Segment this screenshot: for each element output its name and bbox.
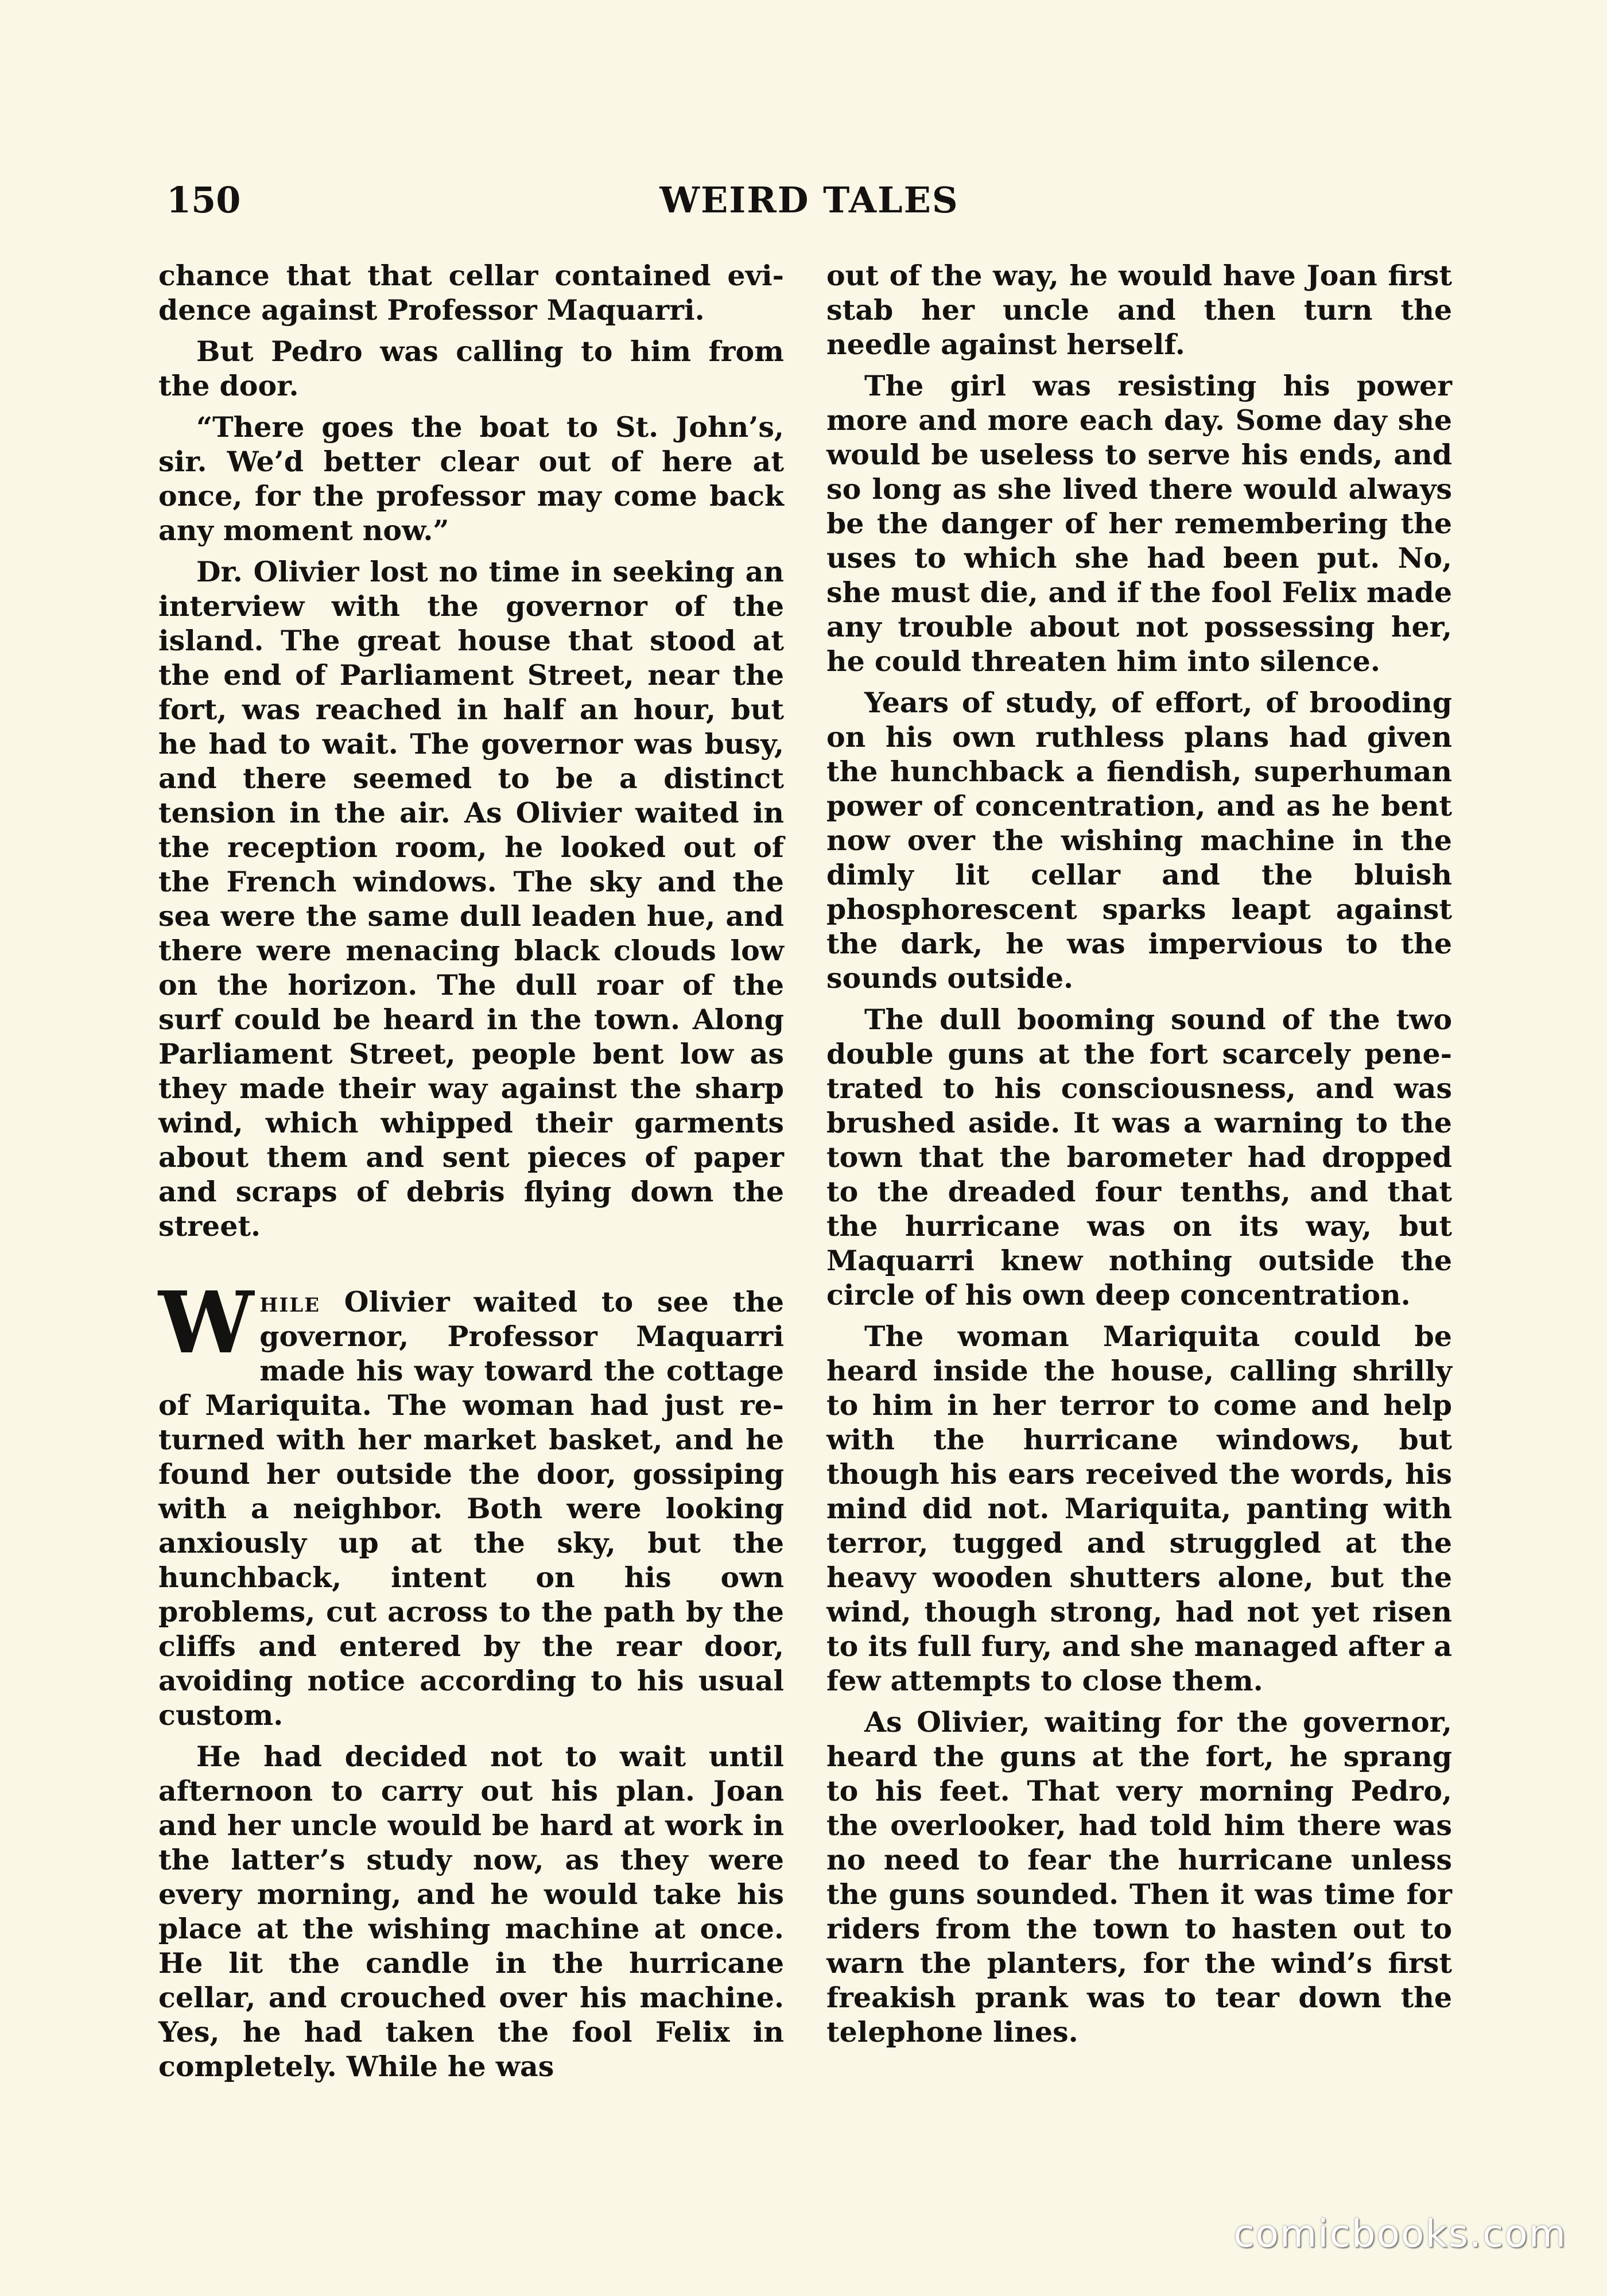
running-title: WEIRD TALES: [659, 179, 959, 221]
paragraph-text: Olivier waited to see the governor, Professor Maquarri made his way toward the cottage of Mariquita. The woman had just returned with her market basket, and he found her outside the door, gossiping with a neighbor. Both were looking anxiously up at the sky, but the hunchback, intent on his own problems, cut across to the path by the cliffs and entered by the rear door, avoiding notice according to his usual custom.: [158, 1285, 784, 1732]
paragraph: As Olivier, waiting for the governor, heard the guns at the fort, he sprang to his feet. That very morning Pedro, the overlooker, had told him there was no need to fear the hurricane unless the guns sounded. Then it was time for riders from the town to hasten out to warn the planters, for the wind’s first freakish prank was to tear down the telephone lines.: [826, 1705, 1452, 2049]
paragraph: chance that that cellar contained evidence against Professor Maquarri.: [158, 259, 784, 327]
paragraph: Years of study, of effort, of brooding on his own ruthless plans had given the hunchback a fiendish, superhuman power of concentration, and as he bent now over the wishing machine in the dimly lit cellar and the bluish phosphorescent sparks leapt against the dark, he was impervious to the sounds outside.: [826, 686, 1452, 995]
paragraph: Dr. Olivier lost no time in seeking an interview with the governor of the island. The great house that stood at the end of Parliament Street, near the fort, was reached in half an hour, but he had to wait. The governor was busy, and there seemed to be a distinct tension in the air. As Olivier waited in the reception room, he looked out of the French windows. The sky and the sea were the same dull leaden hue, and there were menacing black clouds low on the horizon. The dull roar of the surf could be heard in the town. Along Parliament Street, people bent low as they made their way against the sharp wind, which whipped their garments about them and sent pieces of paper and scraps of debris flying down the street.: [158, 555, 784, 1243]
paragraph: But Pedro was calling to him from the door.: [158, 335, 784, 402]
paragraph: The woman Mariquita could be heard inside the house, calling shrilly to him in her terror to come and help with the hurricane windows, but though his ears received the words, his mind did not. Mariquita, panting with terror, tugged and struggled at the heavy wooden shutters alone, but the wind, though strong, had not yet risen to its full fury, and she managed after a few attempts to close them.: [826, 1320, 1452, 1697]
right-column: [826, 258, 1452, 2056]
dropcap-paragraph: [158, 1273, 784, 1732]
paragraph: out of the way, he would have Joan first stab her uncle and then turn the needle against herself.: [826, 259, 1452, 361]
watermark: comicbooks.com: [1233, 2212, 1567, 2256]
page-number: 150: [166, 179, 241, 221]
paragraph: The girl was resisting his power more and more each day. Some day she would be useless to serve his ends, and so long as she lived there would always be the danger of her remembering the uses to which she had been put. No, she must die, and if the fool Felix made any trouble about not possessing her, he could threaten him into silence.: [826, 369, 1452, 678]
left-column: [158, 258, 784, 2091]
drop-cap: W: [158, 1273, 254, 1372]
paragraph: He had decided not to wait until afternoon to carry out his plan. Joan and her uncle would be hard at work in the latter’s study now, as they were every morning, and he would take his place at the wishing machine at once. He lit the candle in the hurricane cellar, and crouched over his machine. Yes, he had taken the fool Felix in completely. While he was: [158, 1740, 784, 2083]
paragraph: The dull booming sound of the two double guns at the fort scarcely penetrated to his consciousness, and was brushed aside. It was a warning to the town that the barometer had dropped to the dreaded four tenths, and that the hurricane was on its way, but Maquarri knew nothing outside the circle of his own deep concentration.: [826, 1003, 1452, 1312]
paragraph: “There goes the boat to St. John’s, sir. We’d better clear out of here at once, for the professor may come back any moment now.”: [158, 410, 784, 547]
page-header: [166, 179, 1452, 225]
small-caps-lead: hile: [259, 1285, 321, 1318]
